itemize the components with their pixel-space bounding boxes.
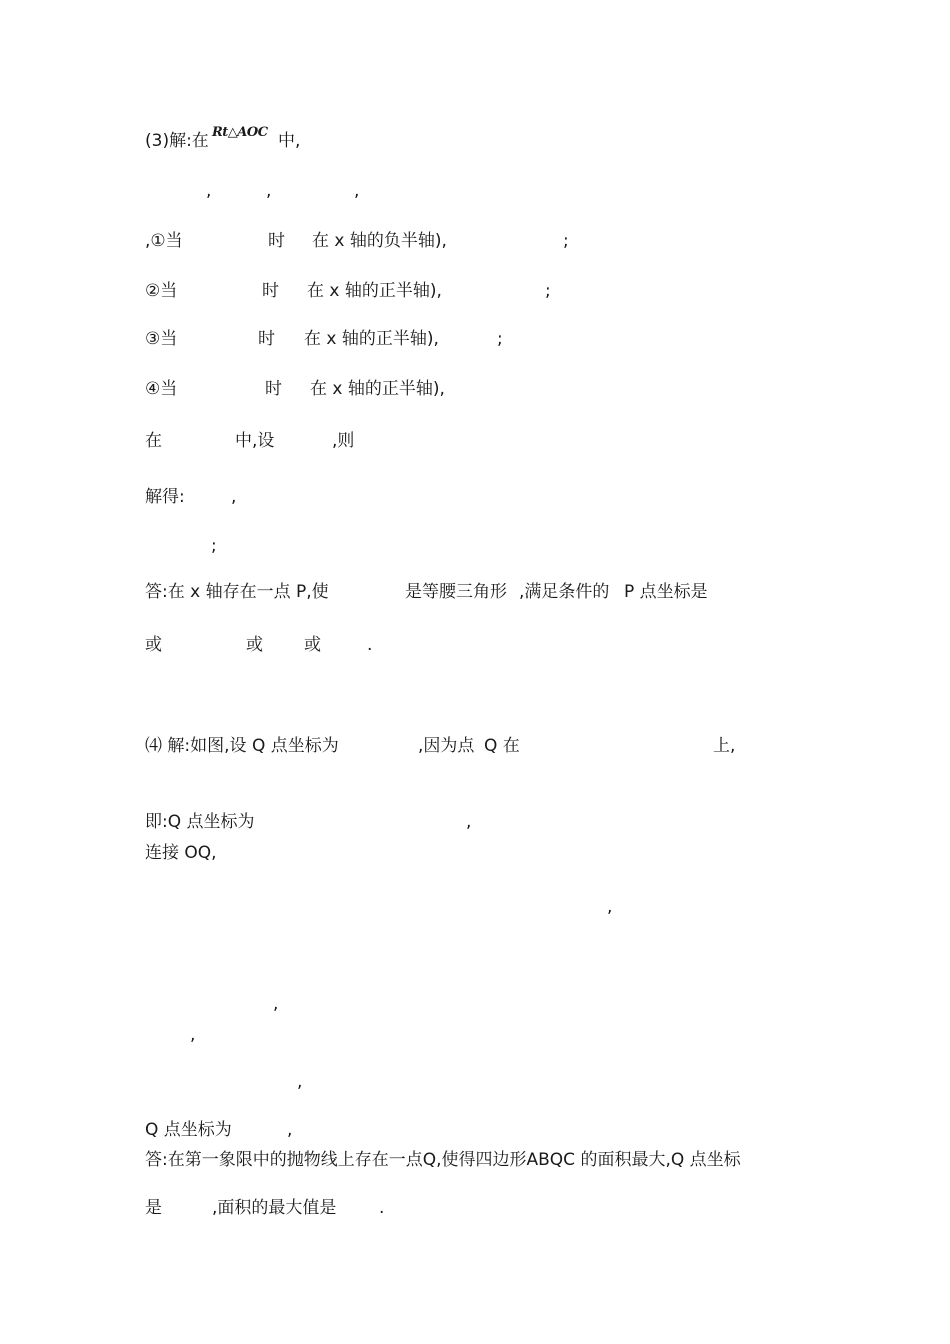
- rt-triangle-aoc-formula: Rt△AOC: [212, 125, 268, 140]
- or-1: 或: [145, 635, 162, 655]
- q-coordinate-label: Q 点坐标为: [145, 1120, 232, 1140]
- part4-intro-d: 上,: [713, 736, 736, 756]
- comma: ,: [206, 181, 212, 201]
- case-4-shi: 时: [265, 379, 282, 399]
- answer-4-shi: 是: [145, 1198, 162, 1218]
- solve-label: 解得:: [145, 487, 185, 507]
- comma: ,: [287, 1120, 293, 1140]
- connect-oq: 连接 OQ,: [145, 843, 217, 863]
- comma: ,: [466, 812, 472, 832]
- in-zhong-she: 中,设: [235, 431, 275, 451]
- or-2: 或: [246, 635, 263, 655]
- comma: ,: [231, 487, 237, 507]
- case-4-prefix: ④当: [145, 379, 178, 399]
- answer-4-area-text: ,面积的最大值是: [212, 1198, 337, 1218]
- comma: ,: [354, 181, 360, 201]
- case-1-prefix: ,①当: [145, 231, 183, 251]
- part3-intro-suffix: 中,: [278, 131, 301, 151]
- answer-3-part-b: 是等腰三角形: [405, 582, 507, 602]
- part4-intro-b: ,因为点: [418, 736, 475, 756]
- case-2-shi: 时: [262, 281, 279, 301]
- period: .: [379, 1198, 385, 1218]
- answer-3-part-d: P 点坐标是: [624, 582, 708, 602]
- case-1-axis: 在 x 轴的负半轴),: [312, 231, 447, 251]
- case-3-prefix: ③当: [145, 329, 178, 349]
- part4-intro-c: Q 在: [484, 736, 520, 756]
- case-1-semicolon: ;: [563, 231, 569, 251]
- case-1-shi: 时: [268, 231, 285, 251]
- answer-3-part-c: ,满足条件的: [519, 582, 610, 602]
- comma: ,: [607, 897, 613, 917]
- in-zai: 在: [145, 431, 162, 451]
- case-2-prefix: ②当: [145, 281, 178, 301]
- semicolon: ;: [211, 536, 217, 556]
- q-coordinate-intro: 即:Q 点坐标为: [145, 812, 255, 832]
- comma: ,: [273, 994, 279, 1014]
- part4-intro-a: ⑷ 解:如图,设 Q 点坐标为: [145, 736, 339, 756]
- comma: ,: [297, 1072, 303, 1092]
- part3-intro-prefix: (3)解:在: [145, 131, 209, 151]
- comma: ,: [190, 1025, 196, 1045]
- answer-4-line: 答:在第一象限中的抛物线上存在一点Q,使得四边形ABQC 的面积最大,Q 点坐标: [145, 1150, 741, 1170]
- in-ze: ,则: [332, 431, 355, 451]
- case-2-semicolon: ;: [545, 281, 551, 301]
- period: .: [367, 635, 373, 655]
- case-2-axis: 在 x 轴的正半轴),: [307, 281, 442, 301]
- case-3-shi: 时: [258, 329, 275, 349]
- comma: ,: [266, 181, 272, 201]
- or-3: 或: [304, 635, 321, 655]
- case-3-semicolon: ;: [497, 329, 503, 349]
- case-4-axis: 在 x 轴的正半轴),: [310, 379, 445, 399]
- answer-3-part-a: 答:在 x 轴存在一点 P,使: [145, 582, 329, 602]
- case-3-axis: 在 x 轴的正半轴),: [304, 329, 439, 349]
